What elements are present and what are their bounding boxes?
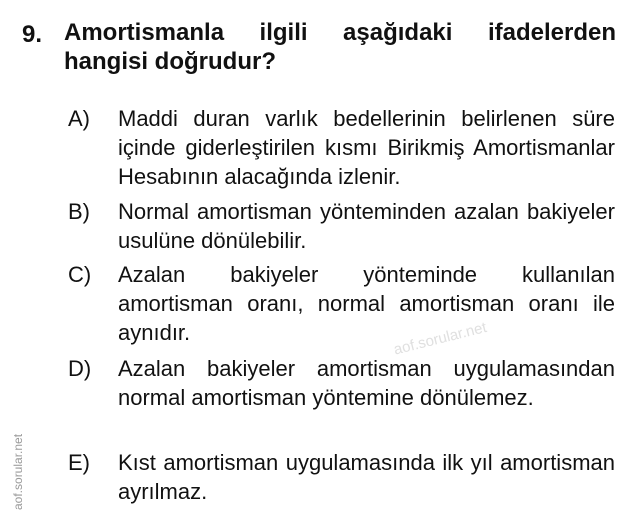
option-text: Azalan bakiyeler amortisman uygulamasından normal amortisman yöntemine dönülemez. bbox=[118, 356, 615, 410]
question-number: 9. bbox=[22, 21, 43, 48]
watermark-center: aof.sorular.net bbox=[392, 319, 489, 359]
option-text: Kıst amortisman uygulamasında ilk yıl amortisman ayrılmaz. bbox=[118, 450, 615, 504]
option-text: Azalan bakiyeler yönteminde kullanılan amortisman oranı, normal amortisman oranı ile aynıdır. bbox=[118, 262, 615, 345]
option-letter: E) bbox=[68, 450, 90, 475]
question-stem: Amortismanla ilgili aşağıdaki ifadelerden hangisi doğrudur? bbox=[64, 19, 616, 75]
option-text: Maddi duran varlık bedellerinin belirlenen süre içinde giderleştirilen kısmı Birikmiş Amortismanlar Hesabının alacağında izlenir. bbox=[118, 106, 615, 189]
option-letter: D) bbox=[68, 356, 92, 381]
option-letter: B) bbox=[68, 199, 90, 224]
watermark-side: aof.sorular.net bbox=[11, 433, 25, 510]
option-text: Normal amortisman yönteminden azalan bakiyeler usulüne dönülebilir. bbox=[118, 199, 615, 253]
option-letter: C) bbox=[68, 262, 92, 287]
option-letter: A) bbox=[68, 106, 90, 131]
